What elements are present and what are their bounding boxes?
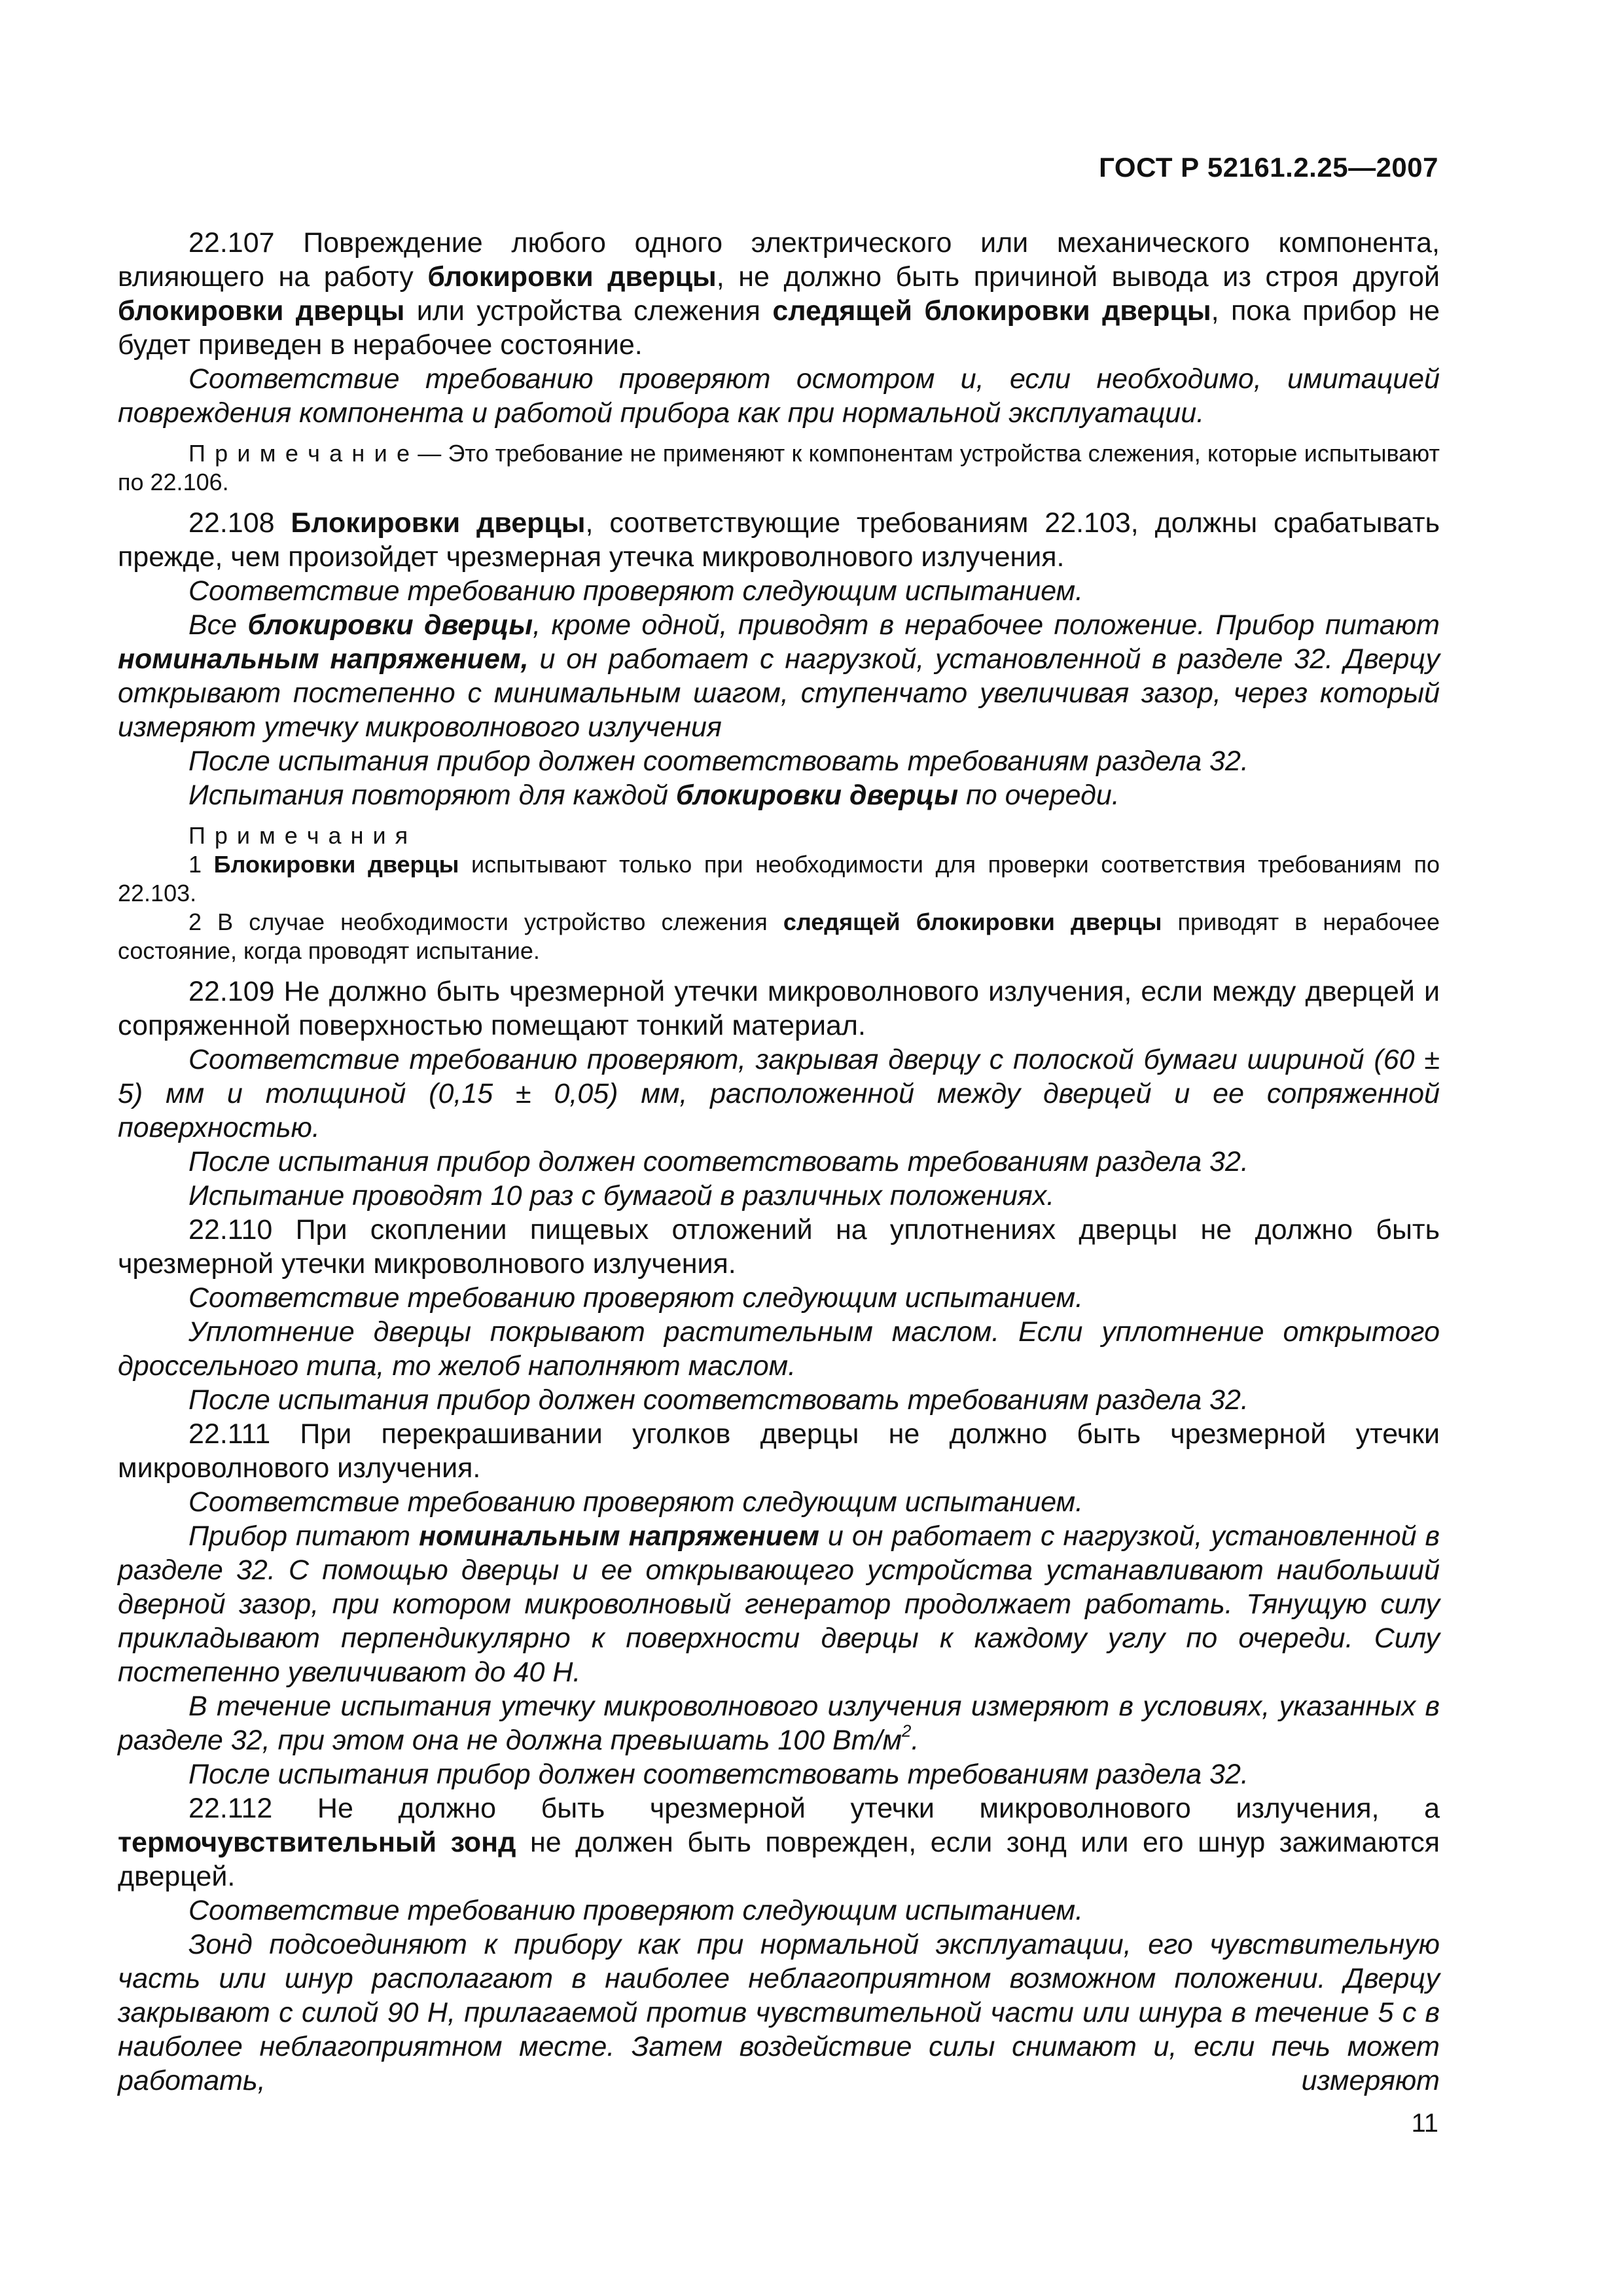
defined-term: блокировки дверцы	[247, 609, 533, 641]
text-run: 22.112 Не должно быть чрезмерной утечки микроволнового излучения, а	[188, 1793, 1440, 1824]
text-run: или устройства слежения	[404, 295, 773, 327]
clause-22-108-procedure	[118, 608, 1440, 744]
text-run: , соответствующие требованиям 22.103, должны срабатывать прежде, чем произойдет чрезмерная утечка микроволнового излучения.	[118, 507, 1440, 573]
clause-22-108-after: После испытания прибор должен соответствовать требованиям раздела 32.	[188, 745, 1249, 777]
clause-22-112-test-intro: Соответствие требованию проверяют следующим испытанием.	[188, 1895, 1084, 1926]
clause-22-107-note	[118, 439, 1440, 497]
clause-22-110-after: После испытания прибор должен соответствовать требованиям раздела 32.	[188, 1384, 1249, 1416]
clause-22-108-note-1	[118, 850, 1440, 908]
text-run: по очереди.	[958, 780, 1120, 811]
clause-22-109-after: После испытания прибор должен соответствовать требованиям раздела 32.	[188, 1146, 1249, 1177]
clause-22-112-procedure: Зонд подсоединяют к прибору как при нормальной эксплуатации, его чувствительную часть или шнур располагают в наиболее неблагоприятном возможном положении. Дверцу закрывают с силой 90 Н, прилагаемой против чувствительной части или шнура в течение 5 с в наиболее неблагоприятном месте. Затем воздействие силы снимают и, если печь может работать, измеряют	[118, 1929, 1440, 2096]
clause-22-111-measure	[118, 1689, 1440, 1757]
clause-22-108-note-2	[118, 908, 1440, 965]
text-run: и он работает с нагрузкой, установленной в разделе 32. С помощью дверцы и ее открывающего устройства устанавливают наибольший дверной зазор, при котором микроволновый генератор продолжает работать. Тянущую силу прикладывают перпендикулярно к поверхности дверцы к каждому углу по очереди. Силу постепенно увеличивают до 40 Н.	[118, 1520, 1440, 1688]
clause-22-108-requirement	[118, 506, 1440, 574]
clause-22-111-procedure	[118, 1519, 1440, 1689]
text-run: приводят в нерабочее состояние, когда проводят испытание.	[118, 908, 1440, 964]
defined-term: следящей блокировки дверцы	[772, 295, 1211, 327]
text-run: , кроме одной, приводят в нерабочее положение. Прибор питают	[533, 609, 1440, 641]
clause-22-107-test: Соответствие требованию проверяют осмотром и, если необходимо, имитацией повреждения компонента и работой прибора как при нормальной эксплуатации.	[118, 363, 1440, 429]
clause-22-108-notes-label	[118, 821, 1440, 850]
text-run: Испытания повторяют для каждой	[188, 780, 676, 811]
defined-term: следящей блокировки дверцы	[783, 908, 1162, 935]
text-run: Все	[188, 609, 248, 641]
text-run: не должен быть поврежден, если зонд или его шнур зажимаются дверцей.	[118, 1827, 1440, 1892]
defined-term: номинальным напряжением	[419, 1520, 819, 1552]
clause-22-108-repeat	[118, 778, 1440, 812]
text-run: и он работает с нагрузкой, установленной в разделе 32. Дверцу открывают постепенно с минимальным шагом, ступенчато увеличивая зазор, через который измеряют утечку микроволнового излучения	[118, 643, 1440, 743]
clause-22-112-requirement	[118, 1791, 1440, 1893]
defined-term: термочувствительный зонд	[118, 1827, 516, 1858]
clause-22-109-requirement: 22.109 Не должно быть чрезмерной утечки микроволнового излучения, если между дверцей и сопряженной поверхностью помещают тонкий материал.	[118, 976, 1440, 1041]
clause-22-108-test-intro: Соответствие требованию проверяют следующим испытанием.	[188, 575, 1084, 607]
defined-term: блокировки дверцы	[118, 295, 405, 327]
defined-term: блокировки дверцы	[427, 261, 717, 293]
text-run: , пока прибор не будет приведен в нерабочее состояние.	[118, 295, 1440, 361]
text-run: .	[911, 1725, 919, 1756]
text-run: , не должно быть причиной вывода из строя другой	[716, 261, 1440, 293]
text-run: 22.107 Повреждение любого одного электрического или механического компонента, влияющего на работу	[118, 227, 1440, 293]
page-body	[118, 226, 1440, 2098]
standard-designation: ГОСТ Р 52161.2.25—2007	[1099, 152, 1438, 183]
clause-22-111-after: После испытания прибор должен соответствовать требованиям раздела 32.	[188, 1759, 1249, 1790]
page-number: 11	[1411, 2109, 1438, 2138]
clause-22-110-requirement: 22.110 При скоплении пищевых отложений на уплотнениях дверцы не должно быть чрезмерной утечки микроволнового излучения.	[118, 1214, 1440, 1280]
note-text: — Это требование не применяют к компонентам устройства слежения, которые испытывают по 22.106.	[118, 440, 1440, 495]
clause-22-110-procedure: Уплотнение дверцы покрывают растительным маслом. Если уплотнение открытого дроссельного типа, то желоб наполняют маслом.	[118, 1316, 1440, 1382]
text-run: В течение испытания утечку микроволнового излучения измеряют в условиях, указанных в разделе 32, при этом она не должна превышать 100 Вт/м	[118, 1691, 1440, 1756]
text-run: 1	[188, 851, 214, 878]
note-label: П р и м е ч а н и е	[188, 440, 411, 467]
clause-22-109-repeat: Испытание проводят 10 раз с бумагой в различных положениях.	[188, 1180, 1055, 1211]
defined-term: Блокировки дверцы	[291, 507, 586, 539]
clause-22-111-test-intro: Соответствие требованию проверяют следующим испытанием.	[188, 1486, 1084, 1518]
superscript: 2	[901, 1722, 912, 1741]
clause-22-110-test-intro: Соответствие требованию проверяют следующим испытанием.	[188, 1282, 1084, 1314]
defined-term: номинальным напряжением,	[118, 643, 529, 675]
text-run: 2 В случае необходимости устройство слежения	[188, 908, 783, 935]
clause-22-107-requirement	[118, 226, 1440, 362]
defined-term: Блокировки дверцы	[213, 851, 459, 878]
text-run: Прибор питают	[188, 1520, 419, 1552]
text-run: 22.108	[188, 507, 291, 539]
clause-22-111-requirement: 22.111 При перекрашивании уголков дверцы не должно быть чрезмерной утечки микроволнового излучения.	[118, 1418, 1440, 1484]
text-run: испытывают только при необходимости для проверки соответствия требованиям по 22.103.	[118, 851, 1440, 906]
clause-22-109-test: Соответствие требованию проверяют, закрывая дверцу с полоской бумаги шириной (60 ± 5) мм и толщиной (0,15 ± 0,05) мм, расположенной между дверцей и ее сопряженной поверхностью.	[118, 1044, 1440, 1143]
defined-term: блокировки дверцы	[675, 780, 959, 811]
notes-label: П р и м е ч а н и я	[188, 822, 410, 849]
